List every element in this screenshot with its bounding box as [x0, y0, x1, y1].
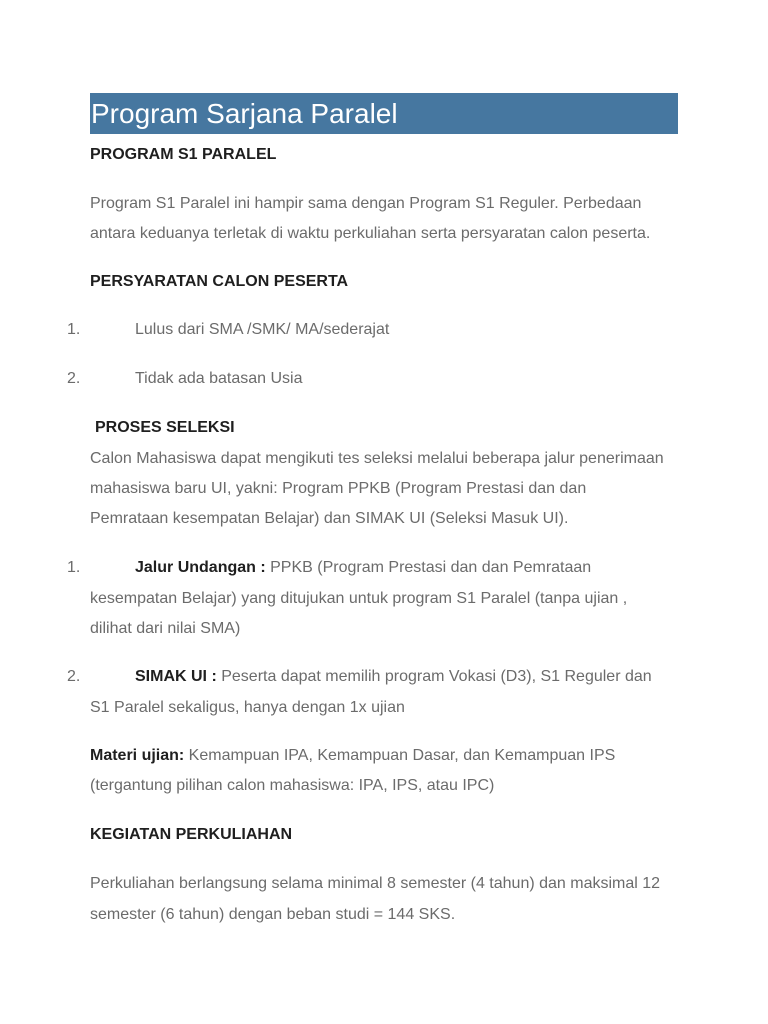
- selection-item-2-cont-1: S1 Paralel sekaligus, hanya dengan 1x ujian: [90, 699, 405, 716]
- selection-item-2-text: Peserta dapat memilih program Vokasi (D3), S1 Reguler dan: [216, 668, 652, 685]
- requirement-number-1: 1.: [67, 321, 81, 338]
- selection-number-2: 2.: [67, 668, 81, 685]
- selection-line-1: Calon Mahasiswa dapat mengikuti tes seleksi melalui beberapa jalur penerimaan: [90, 450, 664, 467]
- selection-line-3: Pemrataan kesempatan Belajar) dan SIMAK UI (Seleksi Masuk UI).: [90, 510, 569, 527]
- intro-line-2: antara keduanya terletak di waktu perkuliahan serta persyaratan calon peserta.: [90, 225, 651, 242]
- requirement-item-2: Tidak ada batasan Usia: [135, 370, 303, 387]
- selection-number-1: 1.: [67, 559, 81, 576]
- requirements-heading: PERSYARATAN CALON PESERTA: [90, 273, 349, 290]
- page-title: Program Sarjana Paralel: [91, 98, 398, 129]
- selection-item-2: [135, 667, 652, 687]
- selection-item-1-cont-2: dilihat dari nilai SMA): [90, 620, 241, 637]
- selection-item-2-label: SIMAK UI :: [135, 668, 217, 685]
- requirement-item-1: Lulus dari SMA /SMK/ MA/sederajat: [135, 321, 390, 338]
- lectures-heading: KEGIATAN PERKULIAHAN: [90, 826, 293, 843]
- selection-item-1-text: PPKB (Program Prestasi dan dan Pemrataan: [265, 559, 592, 576]
- intro-line-1: Program S1 Paralel ini hampir sama dengan Program S1 Reguler. Perbedaan: [90, 195, 642, 212]
- title-bar: [90, 93, 678, 134]
- subtitle-heading: PROGRAM S1 PARALEL: [90, 146, 277, 163]
- selection-heading: PROSES SELEKSI: [95, 419, 235, 436]
- selection-item-1-label: Jalur Undangan :: [135, 559, 266, 576]
- lectures-line-1: Perkuliahan berlangsung selama minimal 8 semester (4 tahun) dan maksimal 12: [90, 875, 661, 892]
- materi-label: Materi ujian:: [90, 747, 185, 764]
- materi-cont: (tergantung pilihan calon mahasiswa: IPA, IPS, atau IPC): [90, 777, 495, 794]
- selection-item-1: [135, 558, 591, 578]
- lectures-line-2: semester (6 tahun) dengan beban studi = 144 SKS.: [90, 906, 456, 923]
- selection-line-2: mahasiswa baru UI, yakni: Program PPKB (Program Prestasi dan dan: [90, 480, 587, 497]
- selection-item-1-cont-1: kesempatan Belajar) yang ditujukan untuk program S1 Paralel (tanpa ujian ,: [90, 590, 628, 607]
- materi-text: Kemampuan IPA, Kemampuan Dasar, dan Kemampuan IPS: [184, 747, 616, 764]
- requirement-number-2: 2.: [67, 370, 81, 387]
- materi-line: [90, 746, 615, 766]
